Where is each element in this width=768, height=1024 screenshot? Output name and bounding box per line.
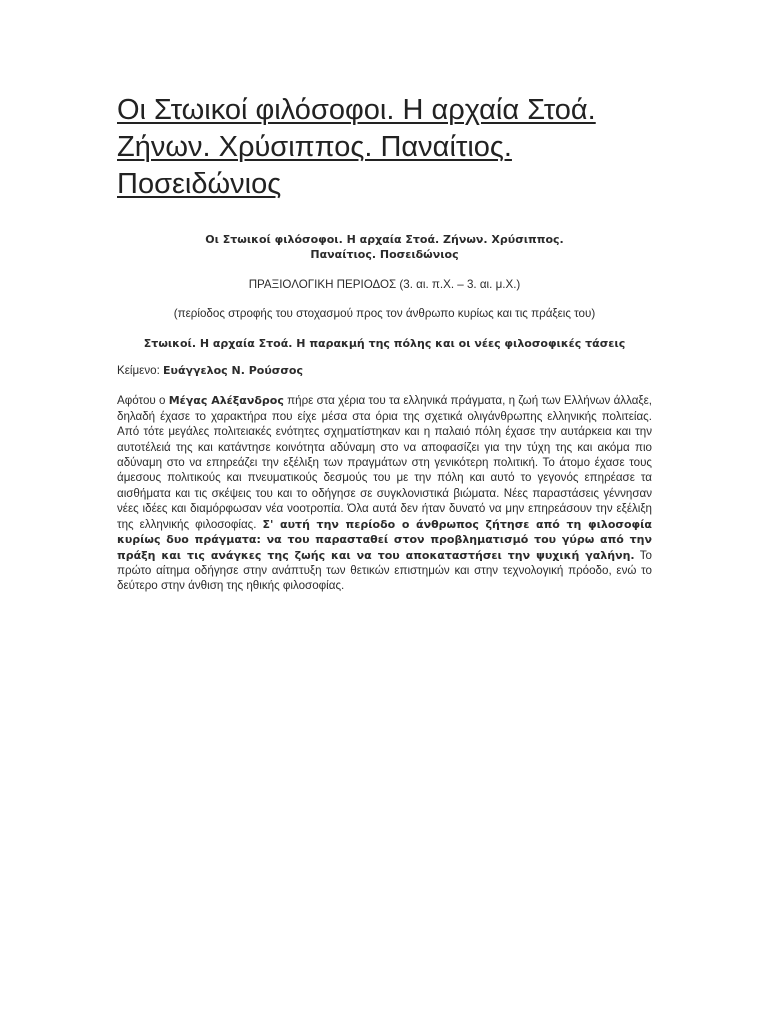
section-heading: Στωικοί. Η αρχαία Στοά. Η παρακμή της πόλης και οι νέες φιλοσοφικές τάσεις	[143, 336, 626, 350]
document-title: Οι Στωικοί φιλόσοφοι. Η αρχαία Στοά. Ζήνων. Χρύσιππος. Παναίτιος. Ποσειδώνιος	[117, 94, 596, 200]
subtitle-line-2: Παναίτιος. Ποσειδώνιος	[310, 248, 459, 262]
author-name: Ευάγγελος Ν. Ρούσσος	[163, 364, 303, 378]
period-label: ΠΡΑΞΙΟΛΟΓΙΚΗ ΠΕΡΙΟΔΟΣ (3. αι. π.Χ. – 3. αι. μ.Χ.)	[248, 277, 521, 291]
author-label: Κείμενο:	[117, 364, 164, 378]
subtitle	[117, 232, 652, 263]
body-paragraph	[117, 393, 652, 593]
alexander-name: Μέγας Αλέξανδρος	[168, 394, 284, 408]
body-text-part-2: πήρε στα χέρια του τα ελληνικά πράγματα, η ζωή των Ελλήνων άλλαξε, δηλαδή έχασε το χαρακτήρα που είχε μέσα στα όρια της σχετικά ολιγάνθρωπης ελληνικής πολιτείας. Από τότε μεγάλες πολιτειακές ενότητες σχηματίστηκαν και η παλαιό πόλη έχασε την αυτάρκεια και την αυτοτέλειά της και κατάντησε κοινότητα αδύναμη στο να αποφασίζει για την τύχη της και ακόμα πιο αδύναμη στο να επηρεάζει την εξέλιξη των πραγμάτων στη γενικότερη πολιτική. Το άτομο έχασε τους άμεσους πολιτικούς και πνευματικούς δεσμούς του με την πόλη και αυτό το γεγονός επηρέασε τα αισθήματα και τις σκέψεις του και το οδήγησε σε συγκλονιστικά βιώματα. Νέες παραστάσεις γέννησαν νέες ιδέες και διαμόρφωσαν νέα νοοτροπία. Όλα αυτά δεν ήταν δυνατό να μην επηρεάσουν την εξέλιξη της ελληνικής φιλοσοφίας.	[117, 394, 653, 531]
body-text-part-3: Το πρώτο αίτημα οδήγησε στην ανάπτυξη των θετικών επιστημών και στην τεχνολογική πρόοδο, ενώ το δεύτερο στην άνθιση της ηθικής φιλοσοφίας.	[117, 548, 652, 593]
body-emphasis: Σ' αυτή την περίοδο ο άνθρωπος ζήτησε από τη φιλοσοφία κυρίως δυο πράγματα: να του παρασταθεί στον προβληματισμό του γύρω από την πράξη και τις ανάγκες της ζωής και να του αποκαταστήσει την ψυχική γαλήνη.	[117, 517, 652, 562]
period-description: (περίοδος στροφής του στοχασμού προς τον άνθρωπο κυρίως και τις πράξεις του)	[173, 307, 596, 321]
author-line	[117, 363, 652, 378]
subtitle-line-1: Οι Στωικοί φιλόσοφοι. Η αρχαία Στοά. Ζήνων. Χρύσιππος.	[205, 233, 564, 246]
body-text-part-1: Αφότου ο	[117, 394, 169, 408]
document-content	[117, 232, 652, 594]
